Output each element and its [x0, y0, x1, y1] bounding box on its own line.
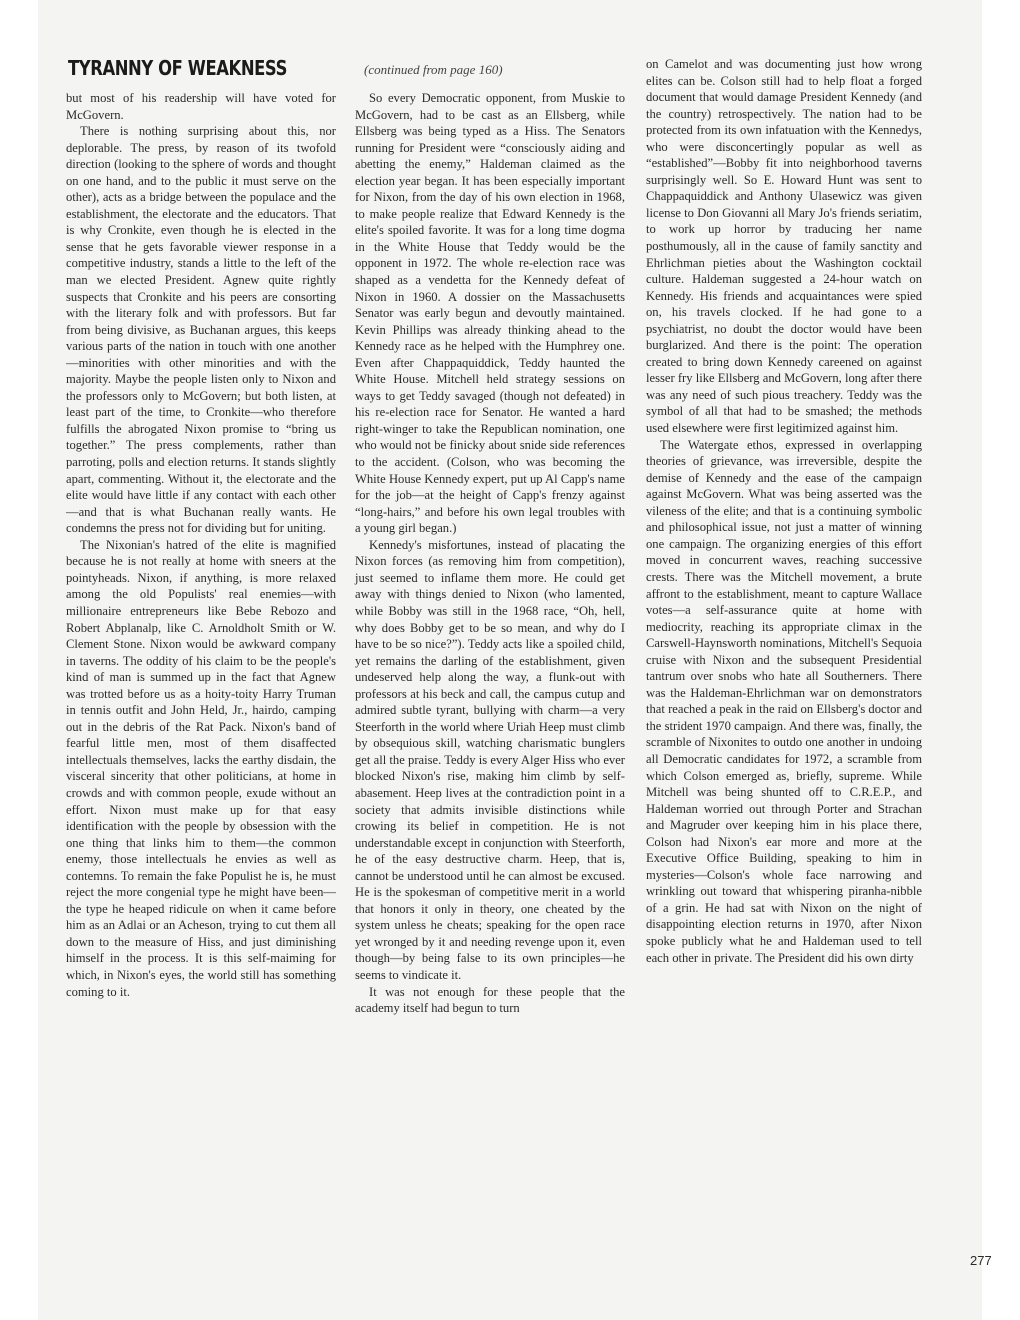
magazine-page [38, 0, 992, 1320]
text-column-1 [66, 90, 336, 1000]
article-title: TYRANNY OF WEAKNESS [68, 56, 287, 80]
article-header [68, 56, 503, 80]
paragraph: on Camelot and was documenting just how wrong elites can be. Colson still had to help float a forged document that would damage President Kennedy (and the country) retrospectively. The nation had to be protected from its own infatuation with the Kennedys, who were disconcertingly popular as well as “established”—Bobby fit into neighborhood taverns surprisingly well. So E. Howard Hunt was sent to Chappaquiddick and Anthony Ulasewicz was given license to Don Giovanni all Mary Jo's friends seriatim, to work up horror by traducing her name posthumously, all in the cause of family sanctity and Ehrlichman pieties about the Washington cocktail culture. Haldeman suggested a 24-hour watch on Kennedy. His friends and acquaintances were spied on, his travels clocked. If he had gone to a psychiatrist, no doubt the doctor would have been burglarized. And there is the point: The operation created to bring down Kennedy careened on against lesser fry like Ellsberg and McGovern, long after there was any need of such pious treachery. Teddy was the symbol of all that had to be smashed; the methods used elsewhere were first legitimized against him. [646, 57, 922, 436]
page-number: 277 [970, 1253, 992, 1268]
continued-note: (continued from page 160) [364, 62, 503, 77]
paragraph: The Nixonian's hatred of the elite is magnified because he is not really at home with sneers at the pointyheads. Nixon, if anything, is more relaxed among the old Populists' real enemies—with millionaire entrepreneurs like Bebe Rebozo and Robert Abplanalp, like C. Arnoldholt Smith or W. Clement Stone. Nixon would be awkward company in taverns. The oddity of his claim to be the people's kind of man is summed up in the fact that Agnew was trotted before us as a hoity-toity Harry Truman in tennis outfit and John Held, Jr., hairdo, camping out in the debris of the Rat Pack. Nixon's band of fearful little men, most of them disaffected intellectuals themselves, lacks the earthy disdain, the visceral sincerity that other politicians, at home in crowds and with common people, exude without an effort. Nixon must make up for that easy identification with the people by obsession with the one thing that links him to them—the common enemy, those intellectuals he envies as well as contemns. To remain the fake Populist he is, he must reject the more congenial type he might have been—the type he heaped ridicule on when it came before him as an Adlai or an Acheson, trying to cut them all down to the measure of Hiss, and just diminishing himself in the process. It is this self-maiming for which, in Nixon's eyes, the world still has something coming to it. [66, 537, 336, 999]
paragraph: So every Democratic opponent, from Muskie to McGovern, had to be cast as an Ellsberg, while Ellsberg was being typed as a Hiss. The Senators running for President were “consciously aiding and abetting the enemy,” Haldeman claimed as the election year began. It has been especially important for Nixon, from the day of his own election in 1968, to make people realize that Edward Kennedy is the elite's spoiled favorite. It was for a long time dogma in the White House that Teddy would be the opponent in 1972. The whole re-election race was shaped as a vendetta for the Kennedy defeat of Nixon in 1960. A dossier on the Massachusetts Senator was early begun and devoutly maintained. Kevin Phillips was already thinking ahead to the Kennedy race as he helped with the Humphrey one. Even after Chappaquiddick, Teddy haunted the White House. Mitchell held strategy sessions on ways to get Teddy savaged (though not defeated) in his re-election race for Senator. He wanted a hard right-winger to take the Republican nomination, one who would not be finicky about snide side references to the accident. (Colson, who was becoming the White House Kennedy expert, put up Al Capp's name for the job—at the height of Capp's frenzy against “long-hairs,” and before his own legal troubles with a young girl began.) [355, 91, 625, 536]
paragraph: but most of his readership will have voted for McGovern. [66, 91, 336, 122]
paragraph: There is nothing surprising about this, nor deplorable. The press, by reason of its twofold direction (looking to the sphere of words and thought on one hand, and to the public it must serve on the other), acts as a bridge between the populace and the establishment, the electorate and the educators. That is why Cronkite, even though he is elected in the sense that he gets favorable viewer response in a competitive industry, stands a little to the left of the man we elected President. Agnew quite rightly suspects that Cronkite and his peers are consorting with the literary folk and with professors. But far from being divisive, as Buchanan argues, this keeps various parts of the nation in touch with one another—minorities with other minorities and with the majority. Maybe the people listen only to Nixon and the professors only to McGovern; but both listen, at least part of the time, to Cronkite—who therefore fulfills the abrogated Nixon promise to “bring us together.” The press complements, rather than parroting, polls and election returns. It stands slightly apart, commenting. Without it, the electorate and the elite would have little if any contact with each other—and that is what Buchanan really wants. He condemns the press not for dividing but for uniting. [66, 124, 336, 536]
paragraph: It was not enough for these people that the academy itself had begun to turn [355, 984, 625, 1016]
text-column-3 [646, 56, 922, 966]
paragraph: Kennedy's misfortunes, instead of placating the Nixon forces (as removing him from competition), just seemed to inflame them more. He could get away with things denied to Nixon (who lamented, while Bobby was still in the 1968 race, “Oh, hell, why does Bobby get to be so mean, and why do I have to be so nice?”). Teddy acts like a spoiled child, yet remains the darling of the establishment, given undeserved help along the way, a flunk-out with professors at his beck and call, the campus cutup and admired subtle tyrant, bullying with charm—a very Steerforth in the world where Uriah Heep must climb by obsequious skill, watching charismatic bunglers get all the praise. Teddy is every Alger Hiss who ever blocked Nixon's rise, making him climb by self-abasement. Heep lives at the contradiction point in a society that admits invisible distinctions while crowing its belief in competition. He is not understandable except in conjunction with Steerforth, he of the easy destructive charm. Heep, that is, cannot be understood until he can almost be excused. He is the spokesman of competitive merit in a world that honors it only in theory, one cheated by the system unless he cheats; speaking for the open race yet wronged by it and needing revenge upon it, even though—by being false to its own principles—he seems to vindicate it. [355, 537, 625, 982]
paragraph: The Watergate ethos, expressed in overlapping theories of grievance, was irreversible, despite the demise of Kennedy and the ease of the campaign against McGovern. What was being asserted was the vileness of the elite; and that is a continuing symbolic and philosophical issue, not just a matter of winning one campaign. The organizing energies of this effort moved in concurrent waves, reaching successive crests. There was the Mitchell movement, a brute affront to the establishment, meant to capture Wallace votes—a self-assurance quite at home with mediocrity, reaching its appropriate climax in the Carswell-Haynsworth nominations, Mitchell's Sequoia cruise with Nixon and the subsequent Presidential tantrum over snobs who hate all Southerners. There was the Haldeman-Ehrlichman war on demonstrators that reached a peak in the raid on Ellsberg's doctor and the strident 1970 campaign. And there was, finally, the scramble of Nixonites to outdo one another in undoing all Democratic candidates for 1972, a scramble from which Colson emerged as, briefly, supreme. While Mitchell was being shunted off to C.R.E.P., and Haldeman worried out through Porter and Strachan and Magruder over keeping him in his place there, Colson had Nixon's ear more and more at the Executive Office Building, speaking to him in mysteries—Colson's whole face narrowing and wrinkling out toward that whispering piranha-nibble of a grin. He had sat with Nixon on the night of disappointing election returns in 1970, after Nixon spoke publicly what he and Haldeman used to tell each other in private. The President did his own dirty [646, 437, 922, 965]
text-column-2 [355, 90, 625, 1017]
